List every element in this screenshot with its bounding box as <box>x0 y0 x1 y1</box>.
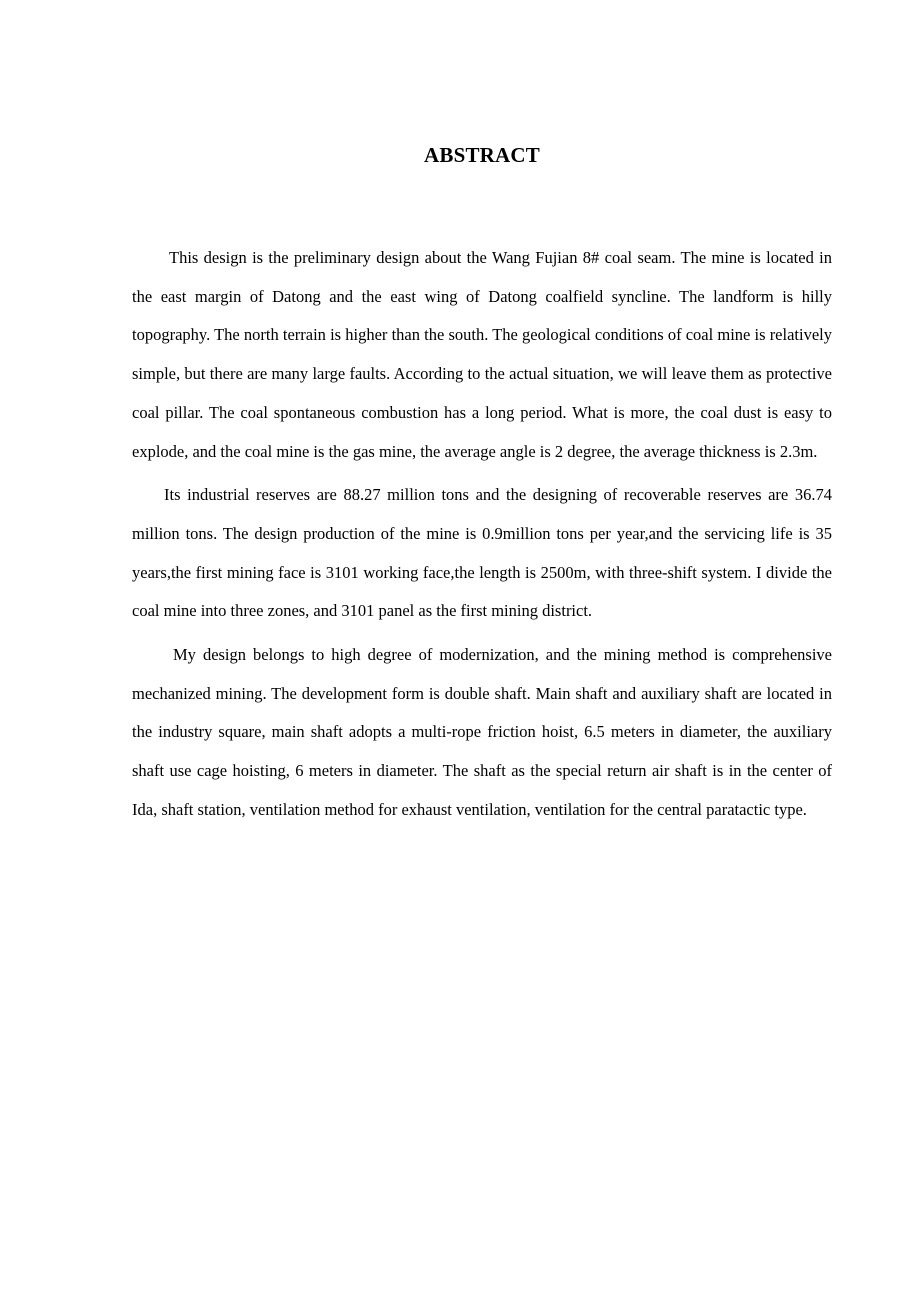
abstract-title: ABSTRACT <box>424 143 540 167</box>
abstract-body <box>132 239 832 835</box>
abstract-paragraph-1: This design is the preliminary design about the Wang Fujian 8# coal seam. The mine is located in the east margin of Datong and the east wing of Datong coalfield syncline. The landform is hilly topography. The north terrain is higher than the south. The geological conditions of coal mine is relatively simple, but there are many large faults. According to the actual situation, we will leave them as protective coal pillar. The coal spontaneous combustion has a long period. What is more, the coal dust is easy to explode, and the coal mine is the gas mine, the average angle is 2 degree, the average thickness is 2.3m. <box>132 248 832 461</box>
abstract-paragraph-2: Its industrial reserves are 88.27 million tons and the designing of recoverable reserves are 36.74 million tons. The design production of the mine is 0.9million tons per year,and the servicing life is 35 years,the first mining face is 3101 working face,the length is 2500m, with three-shift system. I divide the coal mine into three zones, and 3101 panel as the first mining district. <box>132 485 832 621</box>
abstract-paragraph-3: My design belongs to high degree of modernization, and the mining method is comprehensive mechanized mining. The development form is double shaft. Main shaft and auxiliary shaft are located in the industry square, main shaft adopts a multi-rope friction hoist, 6.5 meters in diameter, the auxiliary shaft use cage hoisting, 6 meters in diameter. The shaft as the special return air shaft is in the center of Ida, shaft station, ventilation method for exhaust ventilation, ventilation for the central paratactic type. <box>132 645 832 819</box>
